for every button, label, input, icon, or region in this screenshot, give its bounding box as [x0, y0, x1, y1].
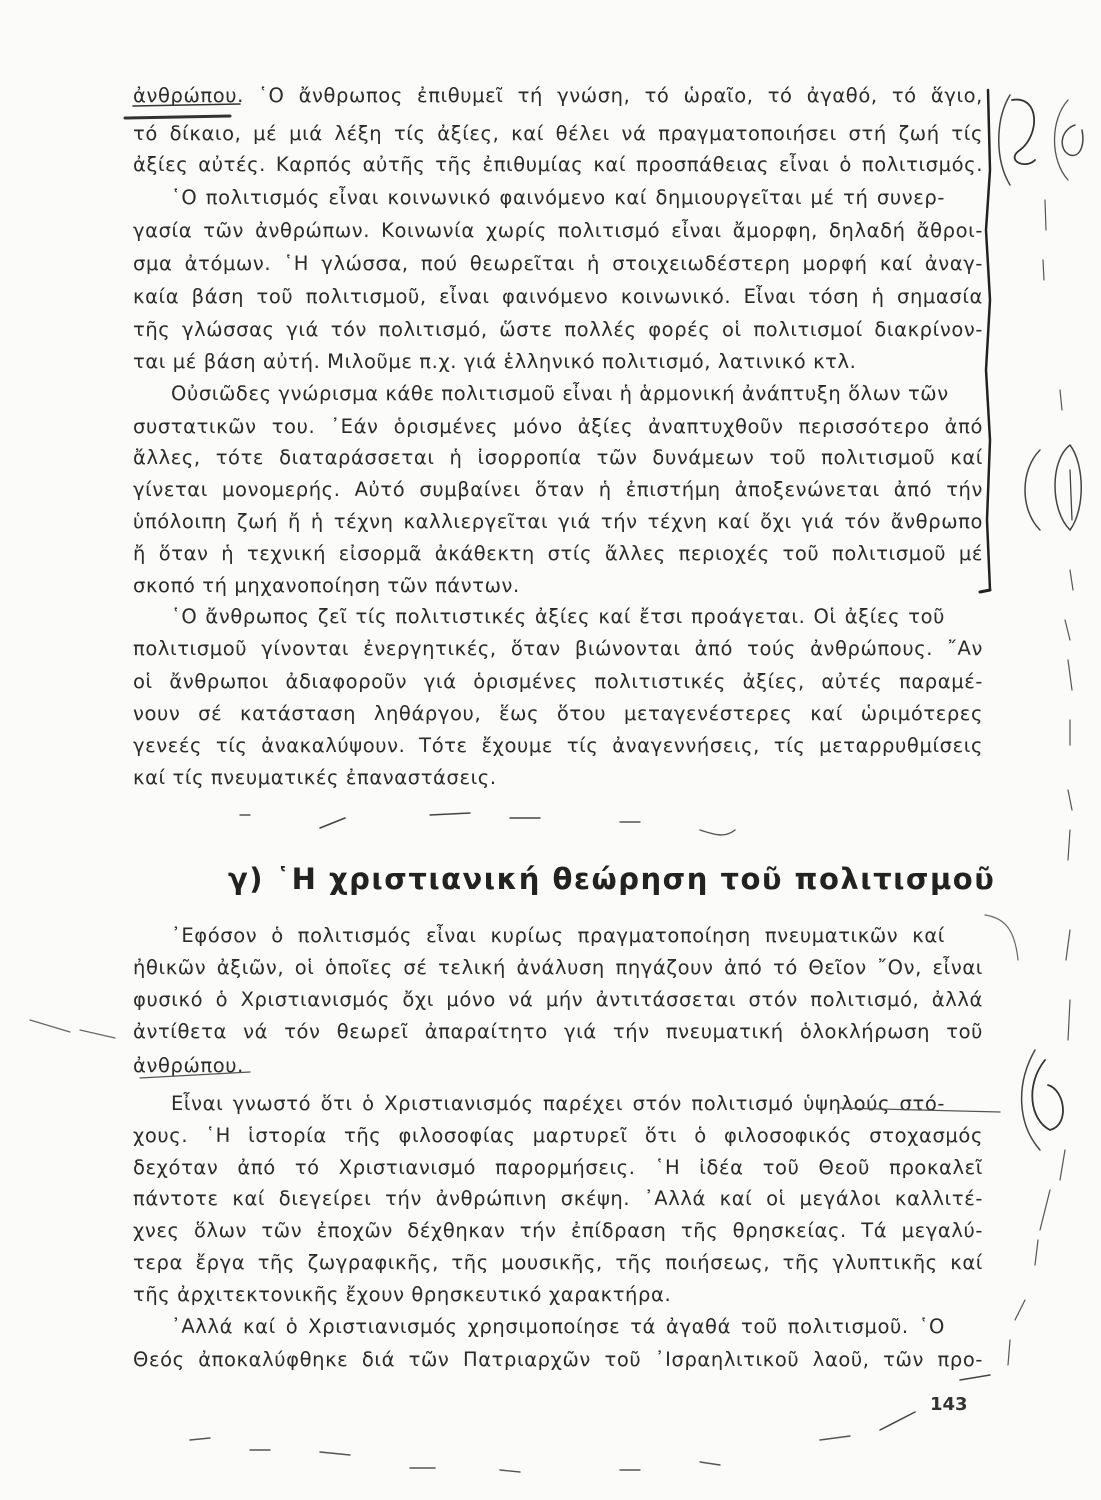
margin-letter [1070, 470, 1072, 520]
text-line: σκοπό τή μηχανοποίηση τῶν πάντων. [133, 574, 520, 597]
text-line: ἀντίθετα νά τόν θεωρεῖ ἀπαραίτητο γιά τήν πνευματική ὁλοκλήρωση τοῦ [133, 1020, 983, 1043]
margin-paren [1022, 1050, 1040, 1150]
text-line: νουν σέ κατάσταση ληθάργου, ἕως ὅτου μεταγενέστερες καί ὡριμότερες [133, 702, 983, 725]
stray-mark [1045, 200, 1046, 230]
text-line: φυσικό ὁ Χριστιανισμός ὄχι μόνο νά μήν ἀντιτάσσεται στόν πολιτισμό, ἀλλά [133, 988, 983, 1011]
stray-mark [1070, 570, 1073, 590]
text-line: καί τίς πνευματικές ἐπαναστάσεις. [133, 766, 497, 789]
text-line: χους. ῾Η ἱστορία τῆς φιλοσοφίας μαρτυρεῖ ὅτι ὁ φιλοσοφικός στοχασμός [133, 1124, 983, 1147]
margin-bar [986, 90, 990, 590]
margin-letter [1055, 445, 1081, 530]
text-line: ῾Ο πολιτισμός εἶναι κοινωνικό φαινόμενο καί δημιουργεῖται μέ τή συνερ- [171, 186, 945, 209]
dash-mark [80, 1030, 115, 1038]
text-line: χνες ὅλων τῶν ἐποχῶν δέχθηκαν τήν ἐπίδραση τῆς θρησκείας. Τά μεγαλύ- [133, 1219, 983, 1242]
text-line: ἀνθρώπου. [133, 1054, 244, 1077]
dash-mark [320, 818, 345, 828]
text-line: Οὐσιῶδες γνώρισμα κάθε πολιτισμοῦ εἶναι ἡ ἁρμονική ἀνάπτυξη ὅλων τῶν [171, 382, 949, 405]
stray-mark [1068, 1000, 1070, 1040]
margin-letter [1062, 125, 1083, 155]
text-line: ἄλλες, τότε διαταράσσεται ἡ ἰσορροπία τῶν δυνάμεων τοῦ πολιτισμοῦ καί [133, 446, 983, 469]
dash-mark [820, 1436, 850, 1440]
text-line: καία βάση τοῦ πολιτισμοῦ, εἶναι φαινόμενο κοινωνικό. Εἶναι τόση ἡ σημασία [133, 285, 983, 308]
text-line: ᾿Αλλά καί ὁ Χριστιανισμός χρησιμοποίησε τά ἀγαθά τοῦ πολιτισμοῦ. ῾Ο [171, 1315, 945, 1338]
dash-mark [320, 1452, 350, 1455]
stray-mark [1060, 1150, 1065, 1180]
bracket-mark [140, 1072, 250, 1078]
dash-mark [700, 1462, 720, 1465]
text-line: ἀξίες αὐτές. Καρπός αὐτῆς τῆς ἐπιθυμίας καί προσπάθειας εἶναι ὁ πολιτισμός. [133, 153, 983, 176]
dash-mark [430, 813, 470, 815]
stray-mark [1068, 660, 1072, 690]
text-line: Θεός ἀποκαλύφθηκε διά τῶν Πατριαρχῶν τοῦ ᾿Ισραηλιτικοῦ λαοῦ, τῶν προ- [133, 1348, 983, 1371]
dash-mark [880, 1412, 915, 1430]
dash-mark [500, 1470, 520, 1472]
margin-letter [1032, 1060, 1063, 1130]
dash-mark [960, 1375, 990, 1380]
text-line: τό δίκαιο, μέ μιά λέξη τίς ἀξίες, καί θέλει νά πραγματοποιήσει στή ζωή τίς [133, 122, 983, 145]
bracket-mark [840, 1108, 1000, 1112]
stray-mark [1065, 620, 1070, 640]
stray-mark [1068, 790, 1072, 810]
text-line: ᾿Εφόσον ὁ πολιτισμός εἶναι κυρίως πραγματοποίηση πνευματικῶν καί [171, 924, 945, 947]
stray-mark [1035, 1240, 1038, 1265]
stray-mark [1008, 1340, 1010, 1365]
text-line: πάντοτε καί διεγείρει τήν ἀνθρώπινη σκέψη. ᾿Αλλά καί οἱ μεγάλοι καλλιτέ- [133, 1187, 983, 1210]
margin-letter [1012, 100, 1035, 165]
text-line: συστατικῶν του. ᾿Εάν ὁρισμένες μόνο ἀξίες ἀναπτυχθοῦν περισσότερο ἀπό [133, 415, 983, 438]
text-line: Εἶναι γνωστό ὅτι ὁ Χριστιανισμός παρέχει στόν πολιτισμό ὑψηλούς στό- [171, 1092, 945, 1115]
text-line: ὑπόλοιπη ζωή ἤ ἡ τέχνη καλλιεργεῖται γιά τήν τέχνη καί ὄχι γιά τόν ἄνθρωπο [133, 510, 983, 533]
text-line: γίνεται μονομερής. Αὐτό συμβαίνει ὅταν ἡ ἐπιστήμη ἀποξενώνεται ἀπό τήν [133, 478, 983, 501]
text-line: τῆς ἀρχιτεκτονικῆς ἔχουν θρησκευτικό χαρακτήρα. [133, 1283, 672, 1306]
text-line: γασία τῶν ἀνθρώπων. Κοινωνία χωρίς πολιτισμό εἶναι ἄμορφη, δηλαδή ἄθροι- [133, 219, 983, 242]
text-line: τῆς γλώσσας γιά τόν πολιτισμό, ὥστε πολλές φορές οἱ πολιτισμοί διακρίνον- [133, 318, 983, 341]
stray-mark [1060, 390, 1062, 410]
text-line: ἠθικῶν ἀξιῶν, οἱ ὁποῖες σέ τελική ἀνάλυση πηγάζουν ἀπό τό Θεῖον ῎Ον, εἶναι [133, 956, 983, 979]
text-line: ται μέ βάση αὐτή. Μιλοῦμε π.χ. γιά ἑλληνικό πολιτισμό, λατινικό κτλ. [133, 350, 857, 373]
dash-mark [190, 1438, 210, 1440]
underline-mark [133, 104, 240, 106]
text-line: ἤ ὅταν ἡ τεχνική εἰσορμᾶ ἀκάθεκτη στίς ἄλλες περιοχές τοῦ πολιτισμοῦ μέ [133, 542, 983, 565]
margin-paren [999, 95, 1010, 185]
text-line: τερα ἔργα τῆς ζωγραφικῆς, τῆς μουσικῆς, τῆς ποιήσεως, τῆς γλυπτικῆς καί [133, 1251, 983, 1274]
stray-mark [1068, 830, 1070, 860]
text-line: ῾Ο ἄνθρωπος ζεῖ τίς πολιτιστικές ἀξίες καί ἔτσι προάγεται. Οἱ ἀξίες τοῦ [171, 605, 945, 628]
text-line: πολιτισμοῦ γίνονται ἐνεργητικές, ὅταν βιώνονται ἀπό τούς ἀνθρώπους. ῎Αν [133, 637, 983, 660]
stray-mark [1043, 260, 1044, 280]
text-line: ἀνθρώπου. ῾Ο ἄνθρωπος ἐπιθυμεῖ τή γνώση, τό ὡραῖο, τό ἀγαθό, τό ἅγιο, [133, 84, 983, 107]
section-heading: γ) ῾Η χριστιανική θεώρηση τοῦ πολιτισμοῦ [228, 862, 996, 896]
margin-bar [980, 590, 990, 592]
text-line: δεχόταν ἀπό τό Χριστιανισμό παρορμήσεις. ῾Η ἰδέα τοῦ Θεοῦ προκαλεῖ [133, 1156, 983, 1179]
page-number: 143 [930, 1394, 968, 1415]
margin-paren [1055, 100, 1069, 180]
margin-letter [1025, 450, 1040, 530]
text-line: σμα ἀτόμων. ῾Η γλώσσα, πού θεωρεῖται ἡ στοιχειωδέστερη μορφή καί ἀναγ- [133, 252, 983, 275]
text-line: γενεές τίς ἀνακαλύψουν. Τότε ἔχουμε τίς ἀναγεννήσεις, τίς μεταρρυθμίσεις [133, 734, 983, 757]
stray-mark [1066, 930, 1070, 960]
dash-mark [30, 1020, 70, 1032]
bracket-mark [985, 915, 1018, 960]
text-line: οἱ ἄνθρωποι ἀδιαφοροῦν γιά ὁρισμένες πολιτιστικές ἀξίες, αὐτές παραμέ- [133, 670, 983, 693]
stray-mark [1015, 1300, 1025, 1320]
underline-mark [125, 116, 230, 118]
dash-mark [700, 830, 735, 835]
stray-mark [1040, 1190, 1050, 1230]
